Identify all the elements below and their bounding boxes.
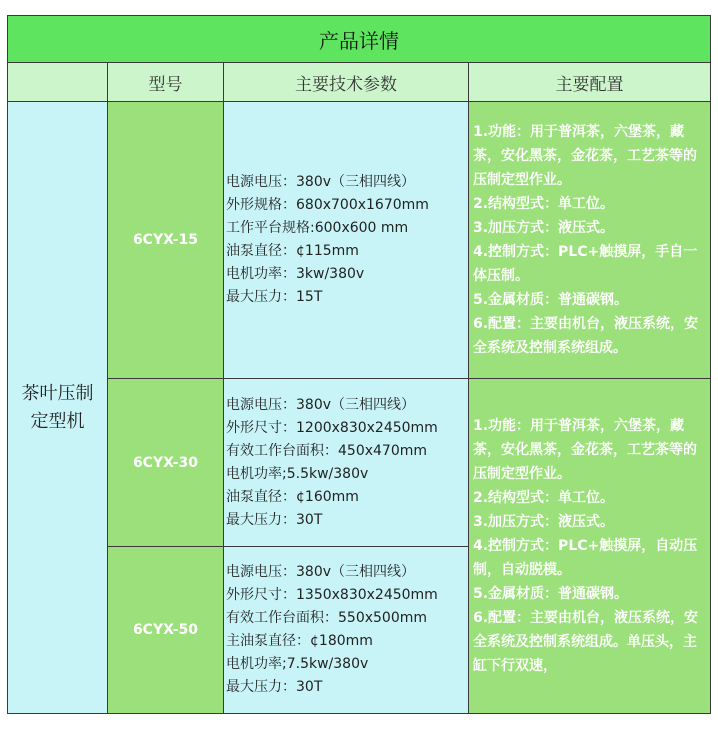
param-line: 外形尺寸：1200x830x2450mm (226, 419, 438, 436)
param-line: 最大压力：30T (226, 679, 323, 695)
config-line: 4.控制方式：PLC+触摸屏，自动压制，自动脱模。 (473, 538, 698, 578)
category-cell (8, 102, 108, 714)
params-cell (224, 102, 469, 379)
header-config: 主要配置 (469, 63, 711, 102)
param-line: 主油泵直径：¢180mm (226, 633, 373, 649)
header-model: 型号 (108, 63, 224, 102)
param-line: 电机功率;7.5kw/380v (226, 656, 369, 672)
param-line: 外形尺寸：1350x830x2450mm (226, 587, 438, 603)
config-line: 6.配置：主要由机台，液压系统，安全系统及控制系统组成。 (473, 316, 699, 356)
table-row (8, 102, 711, 379)
param-line: 最大压力：15T (226, 289, 323, 305)
product-detail-table (7, 15, 711, 714)
config-line: 3.加压方式：液压式。 (473, 220, 615, 236)
config-cell (469, 102, 711, 379)
param-line: 电机功率;5.5kw/380v (226, 465, 369, 482)
config-line: 2.结构型式：单工位。 (473, 490, 615, 506)
config-line: 1.功能：用于普洱茶，六堡茶，藏茶，安化黑茶，金花茶，工艺茶等的压制定型作业。 (473, 418, 697, 482)
model-cell: 6CYX-15 (108, 102, 224, 379)
param-line: 油泵直径：¢160mm (226, 488, 359, 505)
param-line: 油泵直径：¢115mm (226, 243, 359, 259)
config-line: 1.功能：用于普洱茶，六堡茶，藏茶，安化黑茶，金花茶，工艺茶等的压制定型作业。 (473, 124, 697, 188)
param-line: 电源电压：380v（三相四线） (226, 564, 416, 580)
param-line: 外形规格：680x700x1670mm (226, 197, 429, 213)
config-line: 5.金属材质：普通碳钢。 (473, 586, 629, 602)
params-cell (224, 379, 469, 547)
config-line: 6.配置：主要由机台，液压系统，安全系统及控制系统组成。单压头，主缸下行双速， (473, 610, 699, 674)
model-cell: 6CYX-30 (108, 379, 224, 547)
table-title: 产品详情 (8, 16, 711, 63)
param-line: 电源电压：380v（三相四线） (226, 174, 416, 190)
param-line: 最大压力：30T (226, 511, 323, 528)
table-row (8, 379, 711, 547)
category-line-2: 定型机 (30, 410, 85, 432)
param-line: 有效工作台面积：450x470mm (226, 442, 428, 459)
config-line: 3.加压方式：液压式。 (473, 514, 615, 530)
config-line: 2.结构型式：单工位。 (473, 196, 615, 212)
category-line-1: 茶叶压制 (21, 382, 94, 404)
header-empty (8, 63, 108, 102)
param-line: 电机功率：3kw/380v (226, 266, 365, 282)
param-line: 电源电压：380v（三相四线） (226, 396, 416, 413)
model-cell: 6CYX-50 (108, 547, 224, 714)
config-line: 5.金属材质：普通碳钢。 (473, 292, 629, 308)
config-cell-shared (469, 379, 711, 714)
param-line: 有效工作台面积：550x500mm (226, 610, 428, 626)
header-params: 主要技术参数 (224, 63, 469, 102)
config-line: 4.控制方式：PLC+触摸屏，手自一体压制。 (473, 244, 698, 284)
params-cell (224, 547, 469, 714)
param-line: 工作平台规格:600x600 mm (226, 220, 409, 236)
